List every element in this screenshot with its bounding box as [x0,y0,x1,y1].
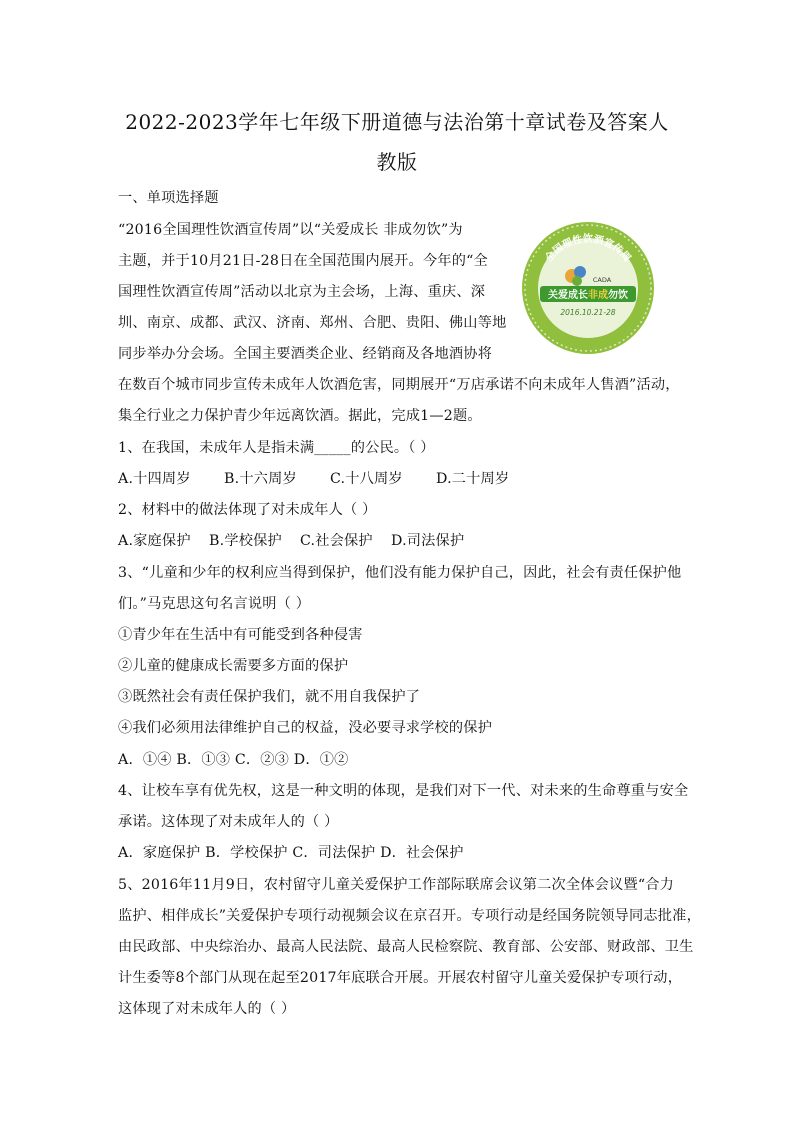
q3-item-4: ④我们必须用法律维护自己的权益，没必要寻求学校的保护 [118,720,493,736]
intro-line-5: 同步举办分会场。全国主要酒类企业、经销商及各地酒协将 [118,346,493,362]
q5-line-1: 5、2016年11月9日，农村留守儿童关爱保护工作部际联席会议第二次全体会议暨“合力 [118,877,675,893]
logo-date: 2016.10.21-28 [560,308,616,317]
intro-line-2: 主题，并于10月21日-28日在全国范围内展开。今年的“全 [118,253,488,269]
q4-stem-line-1: 4、让校车享有优先权，这是一种文明的体现，是我们对下一代、对未来的生命尊重与安全 [118,783,689,799]
document-title-line1: 2022-2023学年七年级下册道德与法治第十章试卷及答案人 [125,110,669,134]
rational-drinking-week-logo [520,220,656,356]
intro-line-6: 在数百个城市同步宣传未成年人饮酒危害，同期展开“万店承诺不向未成年人售酒”活动， [118,377,680,393]
q5-line-2: 监护、相伴成长”关爱保护专项行动视频会议在京召开。专项行动是经国务院领导同志批准， [118,908,701,924]
logo-ring-text: 全国理性饮酒宣传周 [543,234,633,265]
q1-option-b: B.十六周岁 [224,471,297,487]
q1-stem: 1、在我国，未成年人是指未满_____的公民。（ ） [118,440,435,456]
q3-stem-line-2: 们。”马克思这句名言说明（ ） [118,596,311,612]
q5-line-4: 计生委等8个部门从现在起至2017年底联合开展。开展农村留守儿童关爱保护专项行动， [118,970,683,986]
q1-options [118,468,509,488]
q1-option-a: A.十四周岁 [118,471,191,487]
section-heading: 一、单项选择题 [118,190,219,206]
q3-item-3: ③既然社会有责任保护我们，就不用自我保护了 [118,689,421,705]
document-title-line2: 教版 [376,150,418,174]
q3-options: A．①④ B．①③ C．②③ D．①② [118,752,349,768]
q4-stem-line-2: 承诺。这体现了对未成年人的（ ） [118,814,339,830]
intro-line-4: 圳、南京、成都、武汉、济南、郑州、合肥、贵阳、佛山等地 [118,315,507,331]
q2-options [118,530,464,550]
logo-slogan: 关爱成长非成勿饮 [548,290,628,301]
q5-line-5: 这体现了对未成年人的（ ） [118,1001,296,1017]
q1-option-d: D.二十周岁 [436,471,510,487]
q2-stem: 2、材料中的做法体现了对未成年人（ ） [118,502,377,518]
logo-brand: CADA [592,276,612,284]
q3-stem-line-1: 3、“儿童和少年的权利应当得到保护，他们没有能力保护自己，因此，社会有责任保护他 [118,565,682,581]
q3-item-2: ②儿童的健康成长需要多方面的保护 [118,658,349,674]
q5-line-3: 由民政部、中央综治办、最高人民法院、最高人民检察院、教育部、公安部、财政部、卫生 [118,939,694,955]
q2-option-c: C.社会保护 [300,533,373,549]
intro-line-1: “2016全国理性饮酒宣传周”以“关爱成长 非成勿饮”为 [118,222,463,238]
q2-option-b: B.学校保护 [209,533,282,549]
q1-option-c: C.十八周岁 [330,471,403,487]
q2-option-d: D.司法保护 [391,533,465,549]
q4-options: A．家庭保护 B．学校保护 C．司法保护 D．社会保护 [118,845,464,861]
q3-item-1: ①青少年在生活中有可能受到各种侵害 [118,627,363,643]
q2-option-a: A.家庭保护 [118,533,191,549]
intro-line-3: 国理性饮酒宣传周”活动以北京为主会场，上海、重庆、深 [118,284,486,300]
intro-line-7: 集全行业之力保护青少年远离饮酒。据此，完成1—2题。 [118,408,482,424]
